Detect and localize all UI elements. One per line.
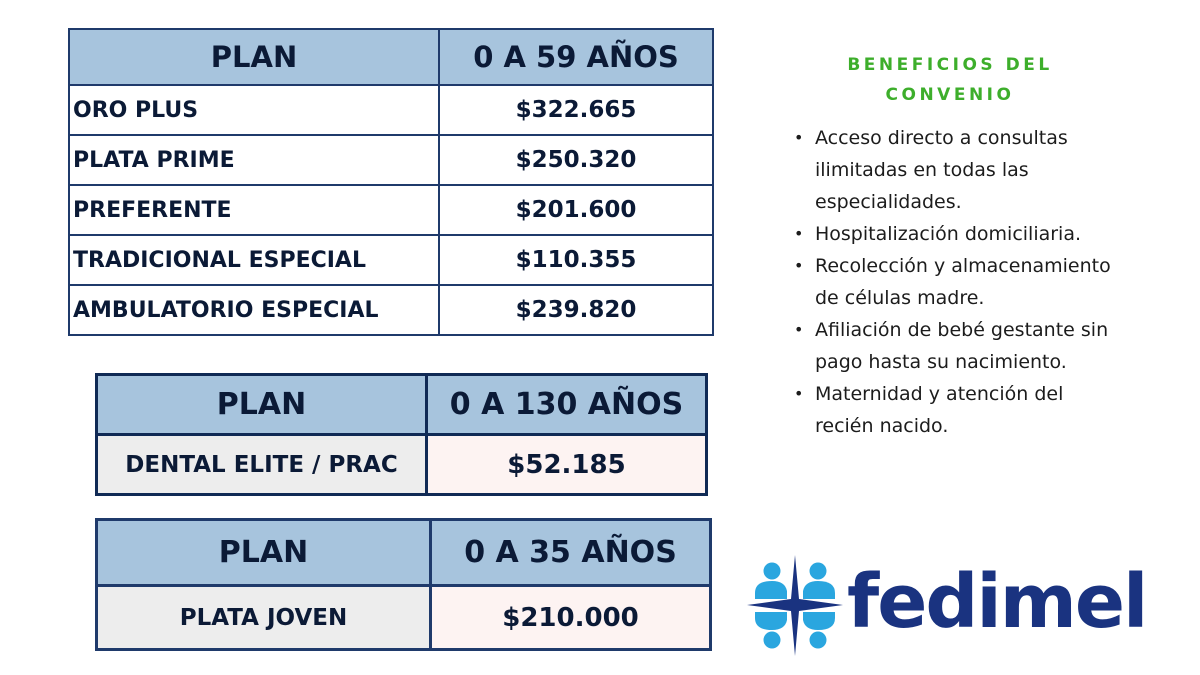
header-age-range: 0 A 130 AÑOS — [427, 375, 707, 435]
table-header-row — [69, 29, 713, 85]
plan-price: $239.820 — [439, 285, 713, 335]
header-plan: PLAN — [97, 520, 431, 586]
plan-name: PLATA PRIME — [69, 135, 439, 185]
table-row — [97, 586, 711, 650]
header-plan: PLAN — [97, 375, 427, 435]
price-table-0-35 — [95, 518, 712, 651]
table-row — [69, 135, 713, 185]
table-row — [69, 285, 713, 335]
table-row — [69, 185, 713, 235]
benefit-text: Recolección y almacenamiento de células madre. — [815, 255, 1111, 309]
plan-price: $210.000 — [431, 586, 711, 650]
list-item — [790, 250, 1120, 314]
bullet-icon: • — [794, 224, 804, 243]
plan-price: $110.355 — [439, 235, 713, 285]
table-header-row — [97, 375, 707, 435]
benefit-text: Hospitalización domiciliaria. — [815, 223, 1082, 245]
list-item — [790, 314, 1120, 378]
benefits-title-line: CONVENIO — [885, 85, 1015, 105]
table-row — [69, 235, 713, 285]
list-item — [790, 378, 1120, 442]
table-row — [97, 435, 707, 495]
table-header-row — [97, 520, 711, 586]
plan-price: $250.320 — [439, 135, 713, 185]
fedimel-logo — [745, 553, 1145, 658]
plan-name: TRADICIONAL ESPECIAL — [69, 235, 439, 285]
bullet-icon: • — [794, 384, 804, 403]
header-age-range: 0 A 59 AÑOS — [439, 29, 713, 85]
bullet-icon: • — [794, 320, 804, 339]
plan-price: $201.600 — [439, 185, 713, 235]
benefit-text: Acceso directo a consultas ilimitadas en todas las especialidades. — [815, 127, 1068, 213]
plan-name: PLATA JOVEN — [97, 586, 431, 650]
medical-cross-people-icon — [745, 553, 845, 658]
price-table-0-130 — [95, 373, 708, 496]
plan-name: DENTAL ELITE / PRAC — [97, 435, 427, 495]
list-item — [790, 122, 1120, 218]
plan-price: $322.665 — [439, 85, 713, 135]
logo-wordmark: fedimel — [847, 559, 1147, 645]
plan-name: PREFERENTE — [69, 185, 439, 235]
bullet-icon: • — [794, 256, 804, 275]
plan-price: $52.185 — [427, 435, 707, 495]
header-age-range: 0 A 35 AÑOS — [431, 520, 711, 586]
list-item — [790, 218, 1120, 250]
plan-name: AMBULATORIO ESPECIAL — [69, 285, 439, 335]
header-plan: PLAN — [69, 29, 439, 85]
benefit-text: Afiliación de bebé gestante sin pago hasta su nacimiento. — [815, 319, 1109, 373]
benefits-list — [790, 122, 1120, 442]
benefits-title — [800, 50, 1100, 110]
price-table-0-59 — [68, 28, 714, 336]
bullet-icon: • — [794, 128, 804, 147]
benefits-title-line: BENEFICIOS DEL — [847, 55, 1053, 75]
benefit-text: Maternidad y atención del recién nacido. — [815, 383, 1064, 437]
table-row — [69, 85, 713, 135]
plan-name: ORO PLUS — [69, 85, 439, 135]
